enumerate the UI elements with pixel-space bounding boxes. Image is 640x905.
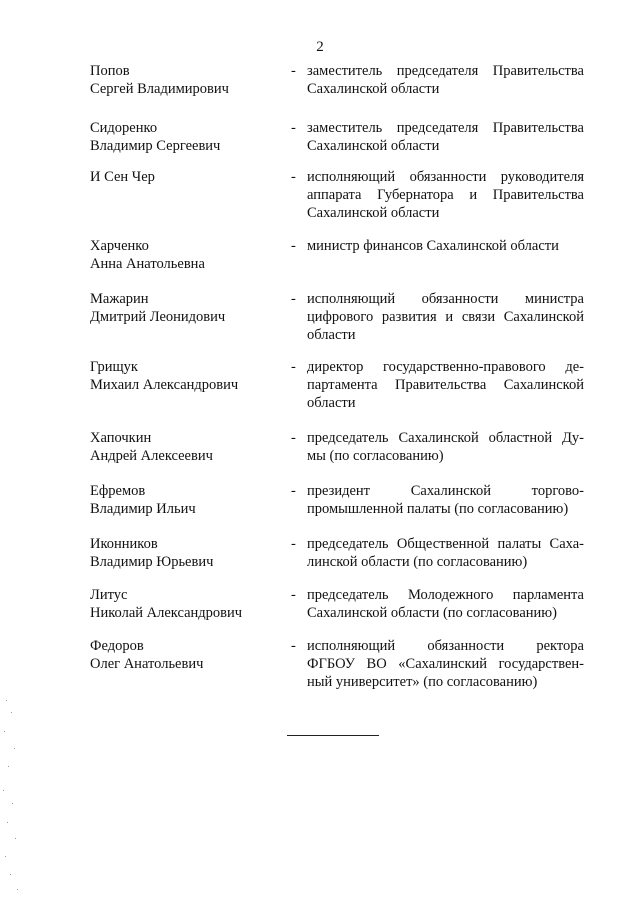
role-line: заместитель председателя Правительства bbox=[307, 63, 584, 79]
role-line: Сахалинской области bbox=[307, 138, 440, 154]
member-surname: Грищук bbox=[90, 359, 138, 375]
member-role bbox=[307, 586, 584, 622]
member-name bbox=[90, 637, 280, 673]
role-line: Сахалинской области bbox=[307, 81, 440, 97]
role-line: области bbox=[307, 395, 356, 411]
member-given-names: Сергей Владимирович bbox=[90, 81, 229, 97]
member-given-names: Анна Анатольевна bbox=[90, 256, 205, 272]
role-line: заместитель председателя Правительства bbox=[307, 120, 584, 136]
role-line: линской области (по согласованию) bbox=[307, 554, 528, 570]
role-line: исполняющий обязанности руководителя bbox=[307, 169, 584, 185]
member-role bbox=[307, 290, 584, 344]
member-role bbox=[307, 62, 584, 98]
member-name bbox=[90, 429, 280, 465]
role-line: аппарата Губернатора и Правительства bbox=[307, 187, 584, 203]
member-role bbox=[307, 358, 584, 412]
role-line: мы (по согласованию) bbox=[307, 448, 444, 464]
page-number: 2 bbox=[316, 39, 324, 55]
member-given-names: Николай Александрович bbox=[90, 605, 243, 621]
member-name bbox=[90, 290, 280, 326]
dash-separator: - bbox=[291, 120, 296, 136]
member-role bbox=[307, 482, 584, 518]
member-name bbox=[90, 535, 280, 571]
member-surname: Хапочкин bbox=[90, 430, 152, 446]
member-given-names: Владимир Сергеевич bbox=[90, 138, 221, 154]
dash-separator: - bbox=[291, 359, 296, 375]
role-line: промышленной палаты (по согласованию) bbox=[307, 501, 569, 517]
role-line: директор государственно-правового де- bbox=[307, 359, 584, 375]
member-name bbox=[90, 586, 280, 622]
dash-separator: - bbox=[291, 587, 296, 603]
dash-separator: - bbox=[291, 63, 296, 79]
role-line: исполняющий обязанности министра bbox=[307, 291, 584, 307]
member-given-names: Владимир Ильич bbox=[90, 501, 196, 517]
member-surname: Ефремов bbox=[90, 483, 146, 499]
member-surname: Иконников bbox=[90, 536, 158, 552]
role-line: председатель Молодежного парламента bbox=[307, 587, 584, 603]
member-given-names: Дмитрий Леонидович bbox=[90, 309, 226, 325]
member-given-names: Андрей Алексеевич bbox=[90, 448, 213, 464]
role-line: министр финансов Сахалинской области bbox=[307, 238, 559, 254]
role-line: Сахалинской области bbox=[307, 205, 440, 221]
member-name bbox=[90, 358, 280, 394]
dash-separator: - bbox=[291, 430, 296, 446]
dash-separator: - bbox=[291, 536, 296, 552]
member-role bbox=[307, 637, 584, 691]
dash-separator: - bbox=[291, 169, 296, 185]
role-line: председатель Сахалинской областной Ду- bbox=[307, 430, 584, 446]
dash-separator: - bbox=[291, 238, 296, 254]
role-line: области bbox=[307, 327, 356, 343]
member-name bbox=[90, 119, 280, 155]
member-role bbox=[307, 168, 584, 222]
member-role bbox=[307, 429, 584, 465]
dash-separator: - bbox=[291, 483, 296, 499]
member-name bbox=[90, 168, 280, 186]
role-line: Сахалинской области (по согласованию) bbox=[307, 605, 557, 621]
role-line: ный университет» (по согласованию) bbox=[307, 674, 538, 690]
role-line: партамента Правительства Сахалинской bbox=[307, 377, 584, 393]
member-given-names: Владимир Юрьевич bbox=[90, 554, 214, 570]
member-role bbox=[307, 535, 584, 571]
dash-separator: - bbox=[291, 291, 296, 307]
role-line: исполняющий обязанности ректора bbox=[307, 638, 584, 654]
dash-separator: - bbox=[291, 638, 296, 654]
member-name bbox=[90, 62, 280, 98]
member-surname: Сидоренко bbox=[90, 120, 158, 136]
member-name bbox=[90, 482, 280, 518]
member-surname: Мажарин bbox=[90, 291, 149, 307]
member-surname: Литус bbox=[90, 587, 128, 603]
member-given-names: Олег Анатольевич bbox=[90, 656, 204, 672]
member-role bbox=[307, 237, 584, 255]
member-surname: Попов bbox=[90, 63, 130, 79]
member-role bbox=[307, 119, 584, 155]
member-given-names: Михаил Александрович bbox=[90, 377, 239, 393]
member-surname: Федоров bbox=[90, 638, 144, 654]
role-line: ФГБОУ ВО «Сахалинский государствен- bbox=[307, 656, 584, 672]
role-line: президент Сахалинской торгово- bbox=[307, 483, 584, 499]
end-rule bbox=[287, 735, 379, 736]
member-surname: Харченко bbox=[90, 238, 149, 254]
role-line: председатель Общественной палаты Саха- bbox=[307, 536, 584, 552]
member-surname: И Сен Чер bbox=[90, 169, 155, 185]
member-name bbox=[90, 237, 280, 273]
role-line: цифрового развития и связи Сахалинской bbox=[307, 309, 584, 325]
